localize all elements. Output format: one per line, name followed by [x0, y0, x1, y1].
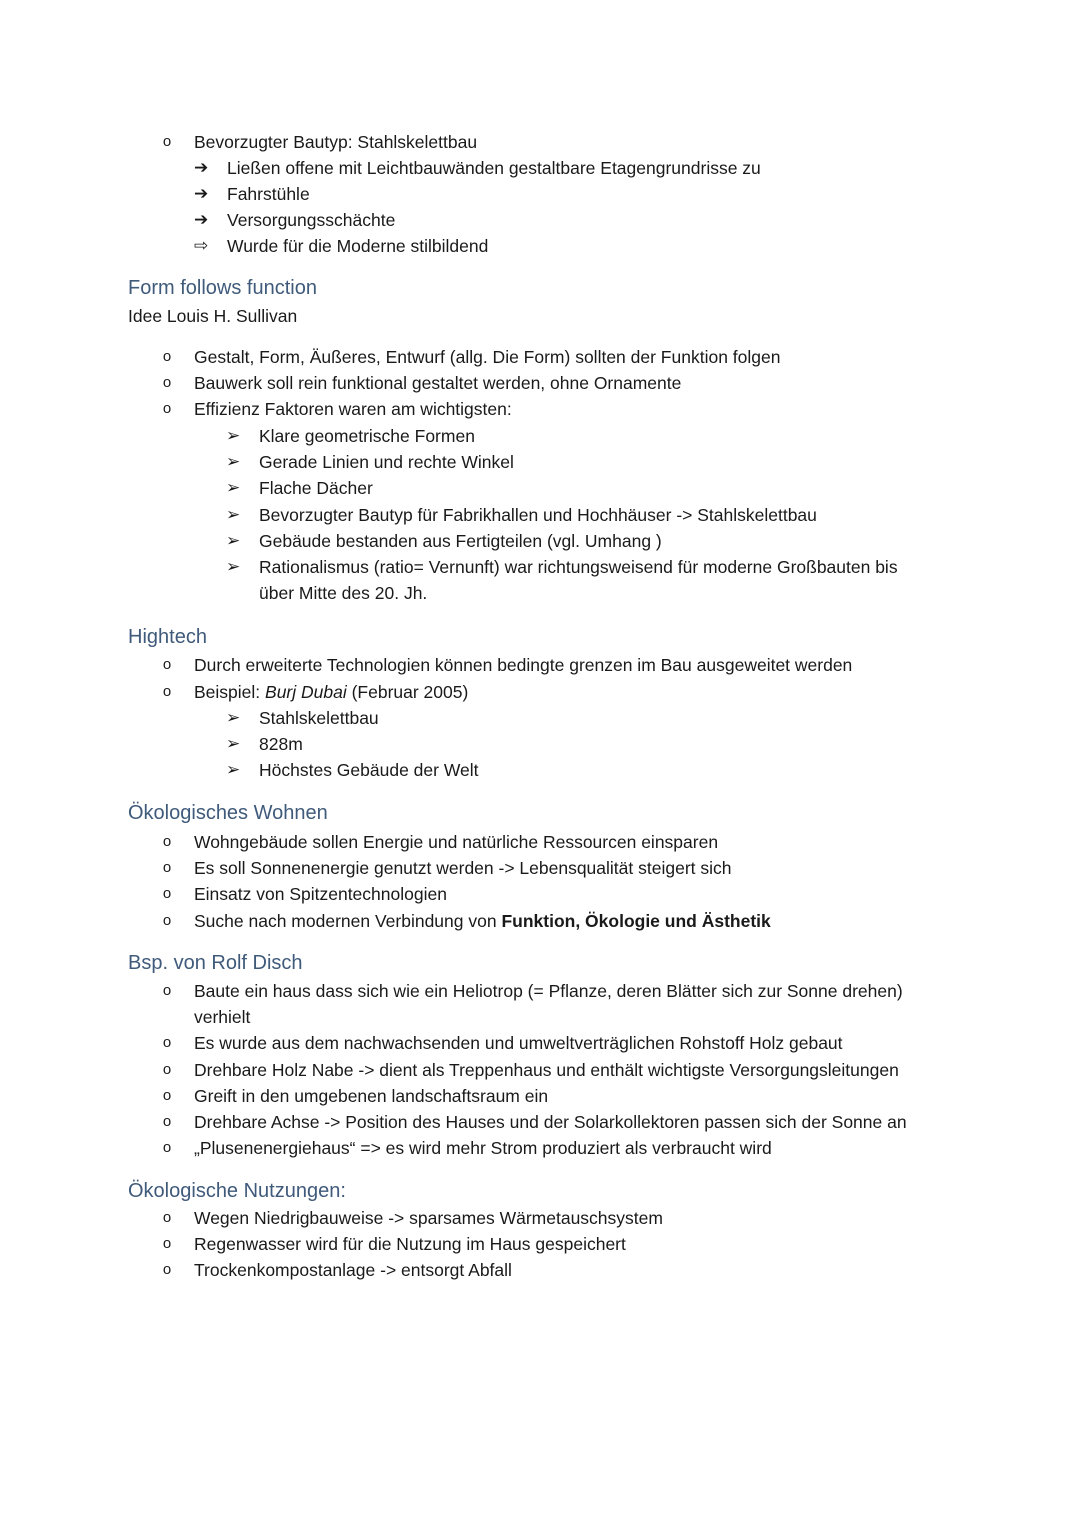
list-bullet: o: [162, 400, 172, 417]
sub-list-item: Klare geometrische Formen: [259, 426, 475, 446]
sub-list-item: Wurde für die Moderne stilbildend: [227, 236, 489, 256]
list-item: Bauwerk soll rein funktional gestaltet werden, ohne Ornamente: [194, 373, 682, 393]
arrow-icon: ➔: [194, 158, 209, 177]
item-emphasis: Funktion, Ökologie und Ästhetik: [501, 911, 771, 931]
arrow-icon: ➔: [194, 184, 209, 203]
list-item: Effizienz Faktoren waren am wichtigsten:: [194, 399, 512, 419]
sub-list-item: Versorgungsschächte: [227, 210, 396, 230]
list-item: Es wurde aus dem nachwachsenden und umweltverträglichen Rohstoff Holz gebaut: [194, 1033, 843, 1053]
sub-list-item: Gerade Linien und rechte Winkel: [259, 452, 514, 472]
section-heading: Bsp. von Rolf Disch: [128, 952, 303, 974]
item-emphasis: Burj Dubai: [265, 682, 347, 702]
list-bullet: o: [162, 982, 172, 999]
list-item: Wegen Niedrigbauweise -> sparsames Wärmetauschsystem: [194, 1208, 663, 1228]
list-bullet: o: [162, 1235, 172, 1252]
list-bullet: o: [162, 374, 172, 391]
list-item: Trockenkompostanlage -> entsorgt Abfall: [194, 1260, 512, 1280]
sub-list-item: Stahlskelettbau: [259, 708, 379, 728]
list-bullet: o: [162, 1113, 172, 1130]
section-heading: Form follows function: [128, 277, 317, 299]
list-bullet: o: [162, 133, 172, 150]
chevron-bullet-icon: ➢: [226, 708, 241, 727]
list-item: Baute ein haus dass sich wie ein Heliotrop (= Pflanze, deren Blätter sich zur Sonne drehen): [194, 981, 903, 1001]
list-bullet: o: [162, 833, 172, 850]
hollow-arrow-icon: ⇨: [194, 236, 209, 255]
list-item: Bevorzugter Bautyp: Stahlskelettbau: [194, 132, 478, 152]
list-bullet: o: [162, 683, 172, 700]
sub-list-item: Fahrstühle: [227, 184, 310, 204]
chevron-bullet-icon: ➢: [226, 531, 241, 550]
list-item: [194, 681, 468, 703]
list-bullet: o: [162, 859, 172, 876]
list-bullet: o: [162, 1139, 172, 1156]
sub-list-item-continuation: über Mitte des 20. Jh.: [259, 583, 428, 603]
section-heading: Ökologische Nutzungen:: [128, 1180, 346, 1202]
list-item: Gestalt, Form, Äußeres, Entwurf (allg. Die Form) sollten der Funktion folgen: [194, 347, 781, 367]
chevron-bullet-icon: ➢: [226, 734, 241, 753]
sub-list-item: Bevorzugter Bautyp für Fabrikhallen und Hochhäuser -> Stahlskelettbau: [259, 505, 817, 525]
sub-list-item: Flache Dächer: [259, 478, 373, 498]
item-text: Beispiel:: [194, 682, 266, 702]
item-text: (Februar 2005): [346, 682, 469, 702]
list-item: Greift in den umgebenen landschaftsraum ein: [194, 1086, 549, 1106]
list-bullet: o: [162, 1209, 172, 1226]
list-item: Drehbare Holz Nabe -> dient als Treppenhaus und enthält wichtigste Versorgungsleitungen: [194, 1060, 899, 1080]
sub-list-item: Rationalismus (ratio= Vernunft) war richtungsweisend für moderne Großbauten bis: [259, 557, 898, 577]
chevron-bullet-icon: ➢: [226, 426, 241, 445]
sub-list-item: 828m: [259, 734, 303, 754]
list-bullet: o: [162, 885, 172, 902]
item-text: Suche nach modernen Verbindung von: [194, 911, 502, 931]
section-heading: Hightech: [128, 626, 207, 648]
arrow-icon: ➔: [194, 210, 209, 229]
list-bullet: o: [162, 348, 172, 365]
chevron-bullet-icon: ➢: [226, 557, 241, 576]
section-subline: Idee Louis H. Sullivan: [128, 306, 298, 326]
list-bullet: o: [162, 656, 172, 673]
list-bullet: o: [162, 1034, 172, 1051]
list-bullet: o: [162, 912, 172, 929]
list-item: Durch erweiterte Technologien können bedingte grenzen im Bau ausgeweitet werden: [194, 655, 853, 675]
list-bullet: o: [162, 1061, 172, 1078]
chevron-bullet-icon: ➢: [226, 505, 241, 524]
chevron-bullet-icon: ➢: [226, 452, 241, 471]
list-item: Regenwasser wird für die Nutzung im Haus gespeichert: [194, 1234, 626, 1254]
list-item: „Plusenenergiehaus“ => es wird mehr Strom produziert als verbraucht wird: [194, 1138, 772, 1158]
list-item: Einsatz von Spitzentechnologien: [194, 884, 447, 904]
sub-list-item: Ließen offene mit Leichtbauwänden gestaltbare Etagengrundrisse zu: [227, 158, 761, 178]
section-heading: Ökologisches Wohnen: [128, 802, 328, 824]
chevron-bullet-icon: ➢: [226, 760, 241, 779]
chevron-bullet-icon: ➢: [226, 478, 241, 497]
list-bullet: o: [162, 1087, 172, 1104]
sub-list-item: Höchstes Gebäude der Welt: [259, 760, 479, 780]
sub-list-item: Gebäude bestanden aus Fertigteilen (vgl. Umhang ): [259, 531, 662, 551]
list-bullet: o: [162, 1261, 172, 1278]
list-item: [194, 910, 771, 932]
list-item: Wohngebäude sollen Energie und natürliche Ressourcen einsparen: [194, 832, 719, 852]
list-item-continuation: verhielt: [194, 1007, 251, 1027]
list-item: Es soll Sonnenenergie genutzt werden -> Lebensqualität steigert sich: [194, 858, 732, 878]
list-item: Drehbare Achse -> Position des Hauses und der Solarkollektoren passen sich der Sonne an: [194, 1112, 907, 1132]
